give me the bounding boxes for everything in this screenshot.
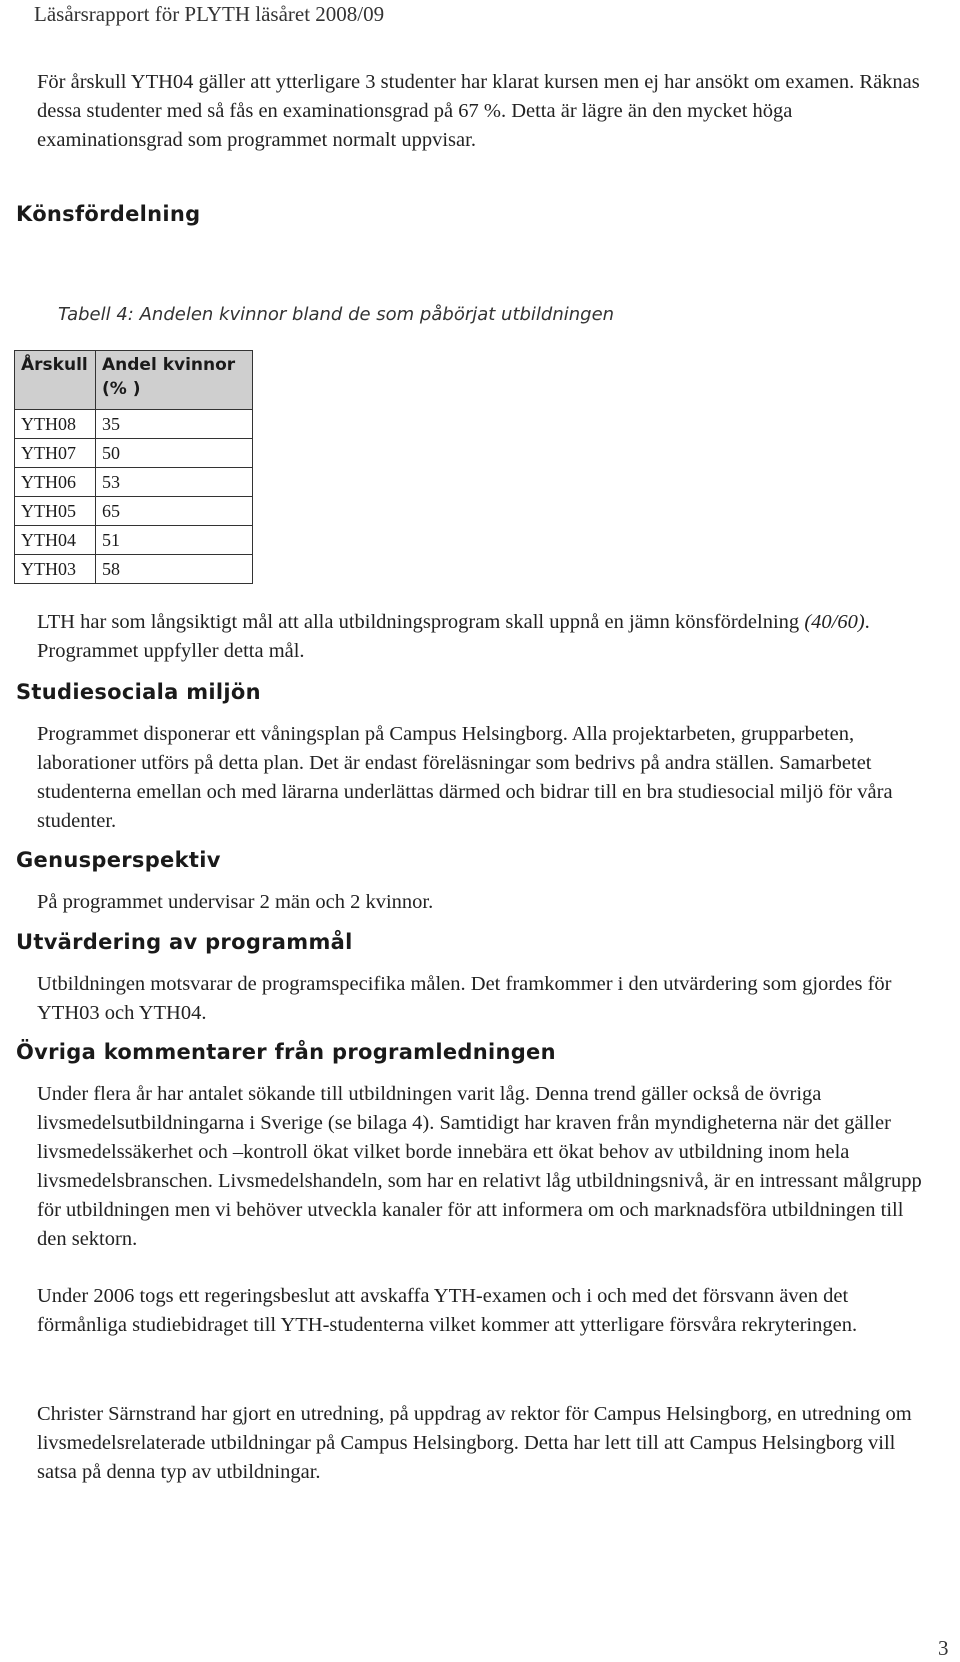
- evaluation-heading: Utvärdering av programmål: [16, 930, 353, 954]
- comments-paragraph-2: Under 2006 togs ett regeringsbeslut att avskaffa YTH-examen och i och med det försvann även det förmånliga studiebidraget till YTH-studenterna vilket kommer att ytterligare försvåra rekryteringen.: [37, 1285, 858, 1336]
- gender-text-a: LTH har som långsiktigt mål att alla utbildningsprogram skall uppnå en jämn könsfördelning: [37, 611, 805, 633]
- cell-share: 35: [96, 410, 253, 439]
- column-header-year: Årskull: [15, 351, 96, 410]
- table-header-row: [15, 351, 253, 410]
- cell-year: YTH05: [15, 497, 96, 526]
- table-row: [15, 410, 253, 439]
- table-row: [15, 526, 253, 555]
- cell-year: YTH08: [15, 410, 96, 439]
- page-number: 3: [938, 1636, 949, 1660]
- table-row: [15, 555, 253, 584]
- cell-share: 51: [96, 526, 253, 555]
- cell-year: YTH06: [15, 468, 96, 497]
- social-heading: Studiesociala miljön: [16, 680, 261, 704]
- table-caption: Tabell 4: Andelen kvinnor bland de som påbörjat utbildningen: [58, 304, 615, 325]
- gender-paragraph: [37, 608, 937, 666]
- comments-paragraph-1: Under flera år har antalet sökande till utbildningen varit låg. Denna trend gäller också de övriga livsmedelsutbildningarna i Sverige (se bilaga 4). Samtidigt har kraven från myndigheterna när det gäller livsmedelssäkerhet och –kontroll ökat vilket borde innebära ett ökat behov av utbildning inom hela livsmedelsbranschen. Livsmedelshandeln, som har en relativt låg utbildningsnivå, är en intressant målgrupp för utbildningen men vi behöver utveckla kanaler för att informera om och marknadsföra utbildningen till den sektorn.: [37, 1083, 922, 1250]
- cell-share: 53: [96, 468, 253, 497]
- cell-year: YTH03: [15, 555, 96, 584]
- comments-paragraph-3: Christer Särnstrand har gjort en utredning, på uppdrag av rektor för Campus Helsingborg, en utredning om livsmedelsrelaterade utbildningar på Campus Helsingborg. Detta har lett till att Campus Helsingborg vill satsa på denna typ av utbildningar.: [37, 1403, 912, 1483]
- cell-share: 58: [96, 555, 253, 584]
- table-row: [15, 439, 253, 468]
- gender-text-b: . Programmet uppfyller detta mål.: [37, 611, 870, 662]
- cell-year: YTH07: [15, 439, 96, 468]
- cell-share: 50: [96, 439, 253, 468]
- gender-table: [14, 350, 253, 584]
- evaluation-paragraph: Utbildningen motsvarar de programspecifika målen. Det framkommer i den utvärdering som gjordes för YTH03 och YTH04.: [37, 973, 892, 1024]
- page-header: Läsårsrapport för PLYTH läsåret 2008/09: [34, 2, 385, 26]
- social-paragraph: Programmet disponerar ett våningsplan på Campus Helsingborg. Alla projektarbeten, grupparbeten, laborationer utförs på detta plan. Det är endast föreläsningar som bedrivs på andra ställen. Samarbetet studenterna emellan och med lärarna underlättas därmed och bidrar till en bra studiesocial miljö för våra studenter.: [37, 723, 893, 832]
- cell-year: YTH04: [15, 526, 96, 555]
- cell-share: 65: [96, 497, 253, 526]
- intro-paragraph: För årskull YTH04 gäller att ytterligare 3 studenter har klarat kursen men ej har ansökt om examen. Räknas dessa studenter med så fås en examinationsgrad på 67 %. Detta är lägre än den mycket höga examinationsgrad som programmet normalt uppvisar.: [37, 71, 920, 151]
- genus-paragraph: På programmet undervisar 2 män och 2 kvinnor.: [37, 891, 434, 913]
- genus-heading: Genusperspektiv: [16, 848, 221, 872]
- gender-heading: Könsfördelning: [16, 202, 201, 226]
- table-row: [15, 468, 253, 497]
- gender-ratio: (40/60): [804, 611, 865, 633]
- table-row: [15, 497, 253, 526]
- comments-heading: Övriga kommentarer från programledningen: [16, 1040, 556, 1064]
- column-header-share: Andel kvinnor (% ): [96, 351, 253, 410]
